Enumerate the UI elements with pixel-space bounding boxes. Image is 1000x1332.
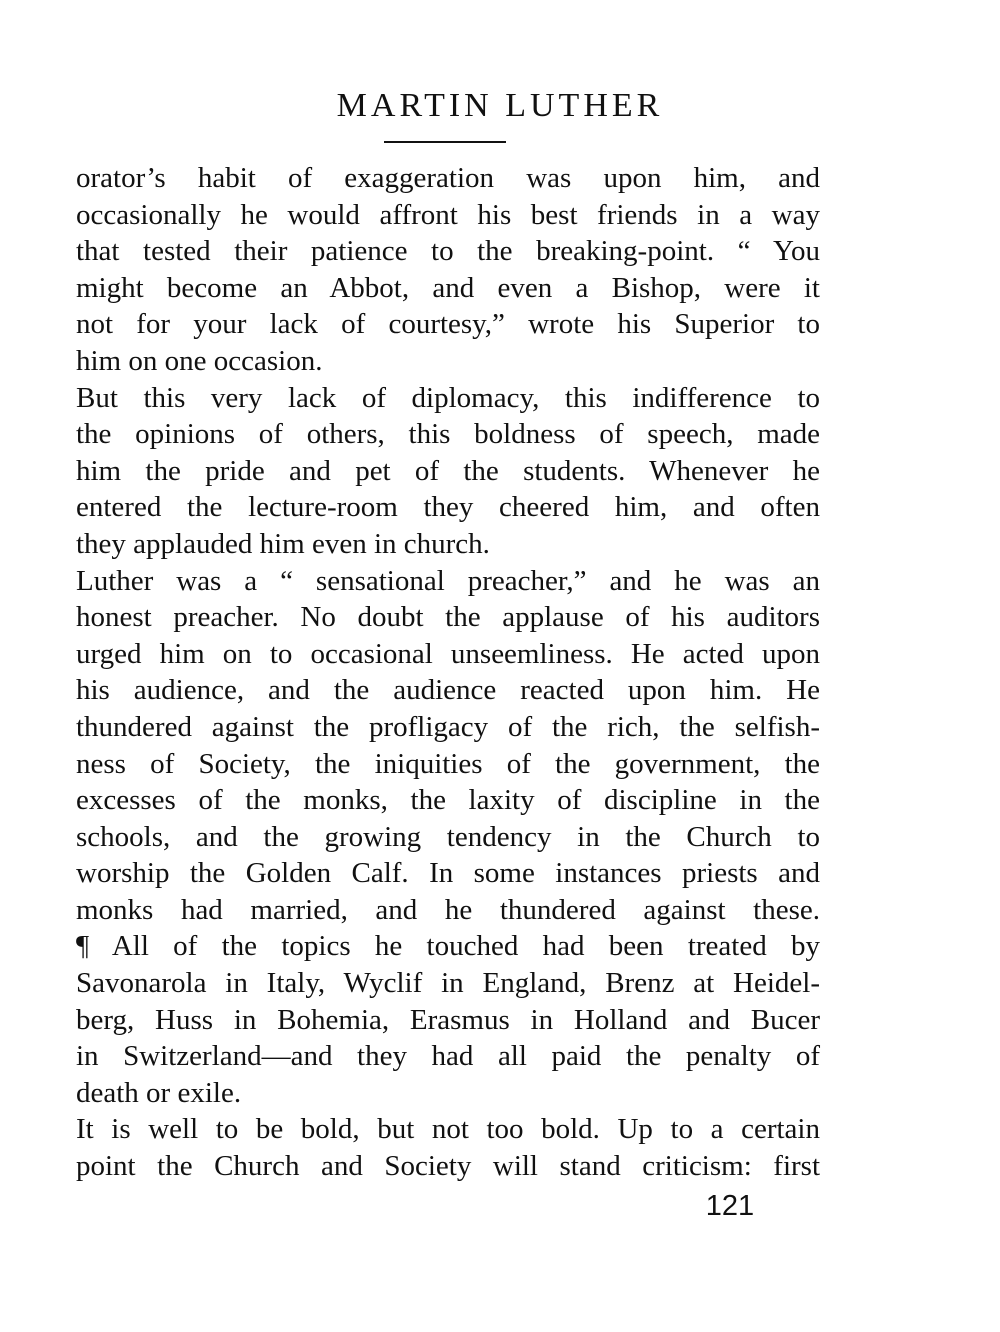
- text-line: berg, Huss in Bohemia, Erasmus in Holland and Bucer: [76, 1003, 820, 1036]
- text-line: Luther was a “ sensational preacher,” and he was an: [76, 564, 820, 597]
- title-rule: [384, 141, 506, 143]
- text-line: It is well to be bold, but not too bold. Up to a certain: [76, 1113, 820, 1146]
- text-line: schools, and the growing tendency in the Church to: [76, 820, 820, 853]
- text-line: worship the Golden Calf. In some instances priests and: [76, 857, 820, 890]
- text-line: not for your lack of courtesy,” wrote his Superior to: [76, 308, 820, 341]
- text-line: monks had married, and he thundered against these.: [76, 893, 820, 926]
- text-line: Savonarola in Italy, Wyclif in England, Brenz at Heidel-: [76, 967, 820, 1000]
- text-line: orator’s habit of exaggeration was upon him, and: [76, 162, 820, 194]
- text-line: that tested their patience to the breaking-point. “ You: [76, 235, 820, 268]
- text-line: in Switzerland—and they had all paid the penalty of: [76, 1040, 820, 1073]
- text-line: death or exile.: [76, 1076, 242, 1109]
- text-line: But this very lack of diplomacy, this indifference to: [76, 381, 820, 414]
- text-line: excesses of the monks, the laxity of discipline in the: [76, 784, 820, 817]
- running-head-title: MARTIN LUTHER: [336, 87, 664, 124]
- text-line: honest preacher. No doubt the applause of his auditors: [76, 601, 820, 634]
- text-line: ness of Society, the iniquities of the government, the: [76, 747, 820, 780]
- text-line: him the pride and pet of the students. Whenever he: [76, 454, 820, 487]
- text-line: entered the lecture-room they cheered him, and often: [76, 491, 820, 524]
- page-number: 121: [705, 1190, 755, 1222]
- text-line: point the Church and Society will stand criticism: first: [76, 1150, 820, 1183]
- text-line: his audience, and the audience reacted upon him. He: [76, 674, 820, 707]
- text-line: the opinions of others, this boldness of speech, made: [76, 418, 820, 451]
- body-text: [76, 160, 820, 1185]
- text-line: they applauded him even in church.: [76, 527, 490, 560]
- text-line: urged him on to occasional unseemliness. He acted upon: [76, 637, 820, 670]
- text-line: him on one occasion.: [76, 344, 323, 377]
- text-line: ¶ All of the topics he touched had been treated by: [76, 930, 820, 963]
- text-line: occasionally he would affront his best friends in a way: [76, 198, 820, 231]
- text-line: thundered against the profligacy of the rich, the selfish-: [76, 710, 820, 743]
- text-line: might become an Abbot, and even a Bishop, were it: [76, 271, 820, 304]
